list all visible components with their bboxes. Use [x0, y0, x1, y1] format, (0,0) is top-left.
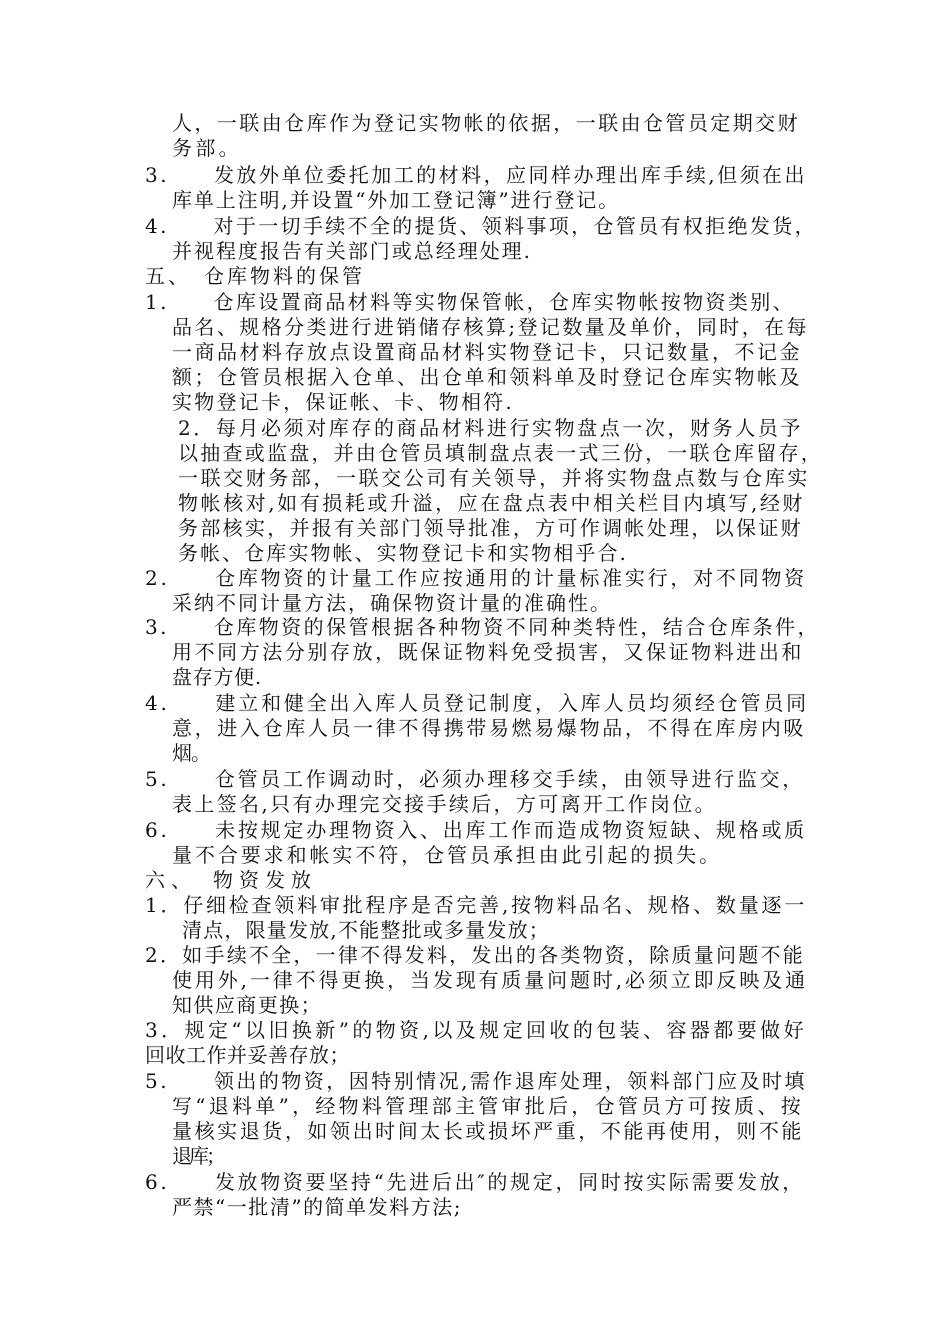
- text-line: 写“退料单”，经物料管理部主管审批后，仓管员方可按质、按: [172, 1094, 804, 1118]
- text-line: 严禁“一批清”的简单发料方法;: [172, 1195, 462, 1219]
- text-line: 库单上注明,并设置“外加工登记簿”进行登记。: [172, 188, 620, 212]
- text-line: 烟。: [172, 741, 210, 765]
- text-line: 6. 发放物资要坚持“先进后出″的规定，同时按实际需要发放，: [145, 1170, 805, 1194]
- text-line: 以抽查或监盘，并由仓管员填制盘点表一式三份，一联仓库留存，: [178, 441, 823, 465]
- text-line: 3. 仓库物资的保管根据各种物资不同种类特性，结合仓库条件，: [145, 615, 820, 639]
- text-line: 实物登记卡，保证帐、卡、物相符.: [172, 390, 514, 414]
- text-line: 2．每月必须对库存的商品材料进行实物盘点一次，财务人员予: [178, 416, 803, 440]
- text-line: 3. 发放外单位委托加工的材料，应同样办理出库手续,但须在出: [145, 163, 807, 187]
- text-line: 回收工作并妥善存放；: [145, 1043, 350, 1067]
- text-line: 一商品材料存放点设置商品材料实物登记卡，只记数量，不记金: [172, 340, 802, 364]
- text-line: 采纳不同计量方法，确保物资计量的准确性。: [172, 591, 612, 615]
- text-line: 人，一联由仓库作为登记实物帐的依据，一联由仓管员定期交财: [172, 111, 800, 135]
- text-line: 用不同方法分别存放，既保证物料免受损害，又保证物料进出和: [172, 640, 804, 664]
- text-line: 额；仓管员根据入仓单、出仓单和领料单及时登记仓库实物帐及: [172, 365, 802, 389]
- text-line: 6. 未按规定办理物资入、出库工作而造成物资短缺、规格或质: [145, 818, 807, 842]
- text-line: 4. 对于一切手续不全的提货、领料事项，仓管员有权拒绝发货，: [145, 214, 817, 238]
- text-line: 3．规定“以旧换新”的物资,以及规定回收的包装、容器都要做好: [145, 1018, 807, 1042]
- text-line: 一联交财务部，一联交公司有关领导，并将实物盘点数与仓库实: [178, 466, 810, 490]
- text-line: 5. 领出的物资，因特别情况,需作退库处理，领料部门应及时填: [145, 1069, 807, 1093]
- text-line: 5. 仓管员工作调动时，必须办理移交手续，由领导进行监交，: [145, 767, 805, 791]
- text-line: 4. 建立和健全出入库人员登记制度，入库人员均须经仓管员同: [145, 691, 809, 715]
- text-line: 并视程度报告有关部门或总经理处理.: [172, 239, 532, 263]
- text-line: 1. 仓库设置商品材料等实物保管帐，仓库实物帐按物资类别、: [145, 290, 795, 314]
- text-line: 2. 仓库物资的计量工作应按通用的计量标准实行，对不同物资: [145, 566, 807, 590]
- text-line: 1．仔细检查领料审批程序是否完善,按物料品名、规格、数量逐一: [145, 893, 807, 917]
- text-line: 务部。: [172, 136, 242, 160]
- text-line: 量核实退货，如领出时间太长或损坏严重，不能再使用，则不能: [172, 1119, 804, 1143]
- text-line: 2．如手续不全，一律不得发料，发出的各类物资，除质量问题不能: [145, 943, 805, 967]
- text-line: 务帐、仓库实物帐、实物登记卡和实物相乎合.: [178, 541, 628, 565]
- text-line: 品名、规格分类进行进销储存核算;登记数量及单价，同时，在每: [172, 315, 809, 339]
- text-line: 盘存方便.: [172, 665, 262, 689]
- text-line: 物帐核对,如有损耗或升溢，应在盘点表中相关栏目内填写,经财: [178, 491, 805, 515]
- text-line: 使用外,一律不得更换，当发现有质量问题时,必须立即反映及通: [172, 968, 808, 992]
- text-line: 五、 仓库物料的保管: [145, 264, 365, 288]
- text-line: 量不合要求和帐实不符，仓管员承担由此引起的损失。: [172, 843, 722, 867]
- text-line: 六、 物资发放: [145, 868, 317, 892]
- text-line: 知供应商更换；: [172, 993, 322, 1017]
- text-line: 退库；: [172, 1144, 223, 1168]
- text-line: 意，进入仓库人员一律不得携带易燃易爆物品，不得在库房内吸: [172, 716, 806, 740]
- text-line: 务部核实，并报有关部门领导批准，方可作调帐处理，以保证财: [178, 516, 803, 540]
- text-line: 表上签名,只有办理完交接手续后，方可离开工作岗位。: [172, 792, 717, 816]
- text-line: 清点，限量发放,不能整批或多量发放；: [182, 918, 550, 942]
